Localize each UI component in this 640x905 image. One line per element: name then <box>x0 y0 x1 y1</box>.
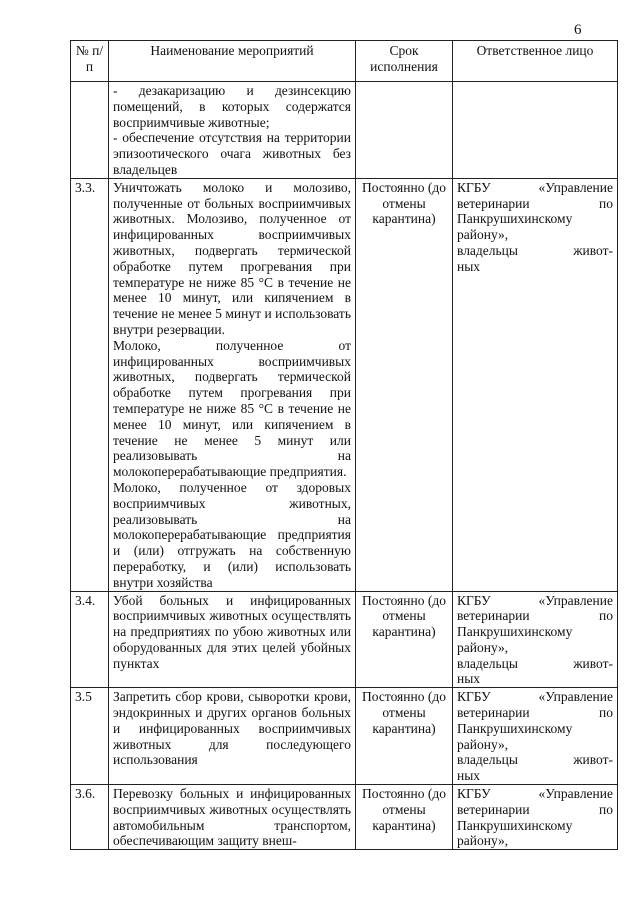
responsible-line: владельцы живот- <box>457 752 613 768</box>
responsible-person <box>453 178 618 591</box>
measure-paragraph: Уничтожать молоко и молозиво, полученные от больных восприимчивых животных. Молозиво, полученное от инфицированных восприимчивых животных, подвергать термической обработке путем прогревания при температуре не ниже 85 °С в течение не менее 10 минут, или кипячением в течение не менее 5 минут и использовать внутри резервации. <box>113 179 351 337</box>
execution-term <box>356 82 453 179</box>
measure-paragraph: - обеспечение отсутствия на территории эпизоотического очага животных без владельцев <box>113 130 351 177</box>
responsible-person <box>453 785 618 850</box>
table-header-row <box>71 41 618 82</box>
measure-description <box>109 591 356 688</box>
table-row <box>71 178 618 591</box>
table-row <box>71 591 618 688</box>
responsible-line: КГБУ «Управление <box>457 592 613 608</box>
measure-paragraph: Перевозку больных и инфицированных восприимчивых животных осуществлять автомобильным транспортом, обеспечивающим защиту внеш- <box>113 786 351 849</box>
responsible-line: району», <box>457 833 509 849</box>
responsible-line: КГБУ «Управление <box>457 179 613 195</box>
execution-term: Постоянно (до отмены карантина) <box>356 178 453 591</box>
responsible-line: Панкрушихинскому <box>457 720 573 736</box>
header-responsible: Ответственное лицо <box>453 41 618 82</box>
responsible-line: ных <box>457 768 481 784</box>
responsible-person <box>453 688 618 785</box>
responsible-person <box>453 591 618 688</box>
responsible-line: району», <box>457 227 509 243</box>
responsible-line: КГБУ «Управление <box>457 689 613 705</box>
header-name: Наименование мероприятий <box>109 41 356 82</box>
responsible-line: ветеринарии по <box>457 801 613 817</box>
measures-table <box>70 40 618 850</box>
row-number: 3.3. <box>71 178 109 591</box>
measure-description <box>109 785 356 850</box>
responsible-line: владельцы живот- <box>457 655 613 671</box>
responsible-line: КГБУ «Управление <box>457 786 613 802</box>
row-number: 3.5 <box>71 688 109 785</box>
measure-paragraph: Молоко, полученное от здоровых восприимчивых животных, реализовывать на молокоперерабатывающие предприятия и (или) отгружать на собственную переработку, и (или) использовать внутри хозяйства <box>113 479 351 590</box>
responsible-line: владельцы живот- <box>457 242 613 258</box>
measure-paragraph: Убой больных и инфицированных восприимчивых животных осуществлять на предприятиях по убою животных или оборудованных для этих целей убойных пунктах <box>113 592 351 671</box>
header-num: № п/п <box>71 41 109 82</box>
responsible-line: Панкрушихинскому <box>457 624 573 640</box>
measure-description <box>109 82 356 179</box>
responsible-line: району», <box>457 639 509 655</box>
row-number: 3.6. <box>71 785 109 850</box>
execution-term: Постоянно (до отмены карантина) <box>356 785 453 850</box>
responsible-person <box>453 82 618 179</box>
execution-term: Постоянно (до отмены карантина) <box>356 688 453 785</box>
page-number: 6 <box>574 22 582 38</box>
execution-term: Постоянно (до отмены карантина) <box>356 591 453 688</box>
responsible-line: ных <box>457 258 481 274</box>
measure-description <box>109 178 356 591</box>
responsible-line: ветеринарии по <box>457 705 613 721</box>
table-row <box>71 785 618 850</box>
responsible-line: району», <box>457 736 509 752</box>
row-number: 3.4. <box>71 591 109 688</box>
header-term: Срок исполнения <box>356 41 453 82</box>
responsible-line: Панкрушихинскому <box>457 817 573 833</box>
measure-paragraph: - дезакаризацию и дезинсекцию помещений, в которых содержатся восприимчивые животные; <box>113 83 351 130</box>
responsible-line: ных <box>457 671 481 687</box>
measure-description <box>109 688 356 785</box>
table-row <box>71 688 618 785</box>
row-number <box>71 82 109 179</box>
responsible-line: ветеринарии по <box>457 195 613 211</box>
responsible-line: ветеринарии по <box>457 608 613 624</box>
responsible-line: Панкрушихинскому <box>457 211 573 227</box>
table-row <box>71 82 618 179</box>
measure-paragraph: Молоко, полученное от инфицированных восприимчивых животных, подвергать термической обработке путем прогревания при температуре не ниже 85 °С в течение не менее 10 минут, или кипячением в течение не менее 5 минут или реализовывать на молокоперерабатывающие предприятия. <box>113 337 351 480</box>
measure-paragraph: Запретить сбор крови, сыворотки крови, эндокринных и других органов больных и инфицированных восприимчивых животных для последующего использования <box>113 689 351 768</box>
